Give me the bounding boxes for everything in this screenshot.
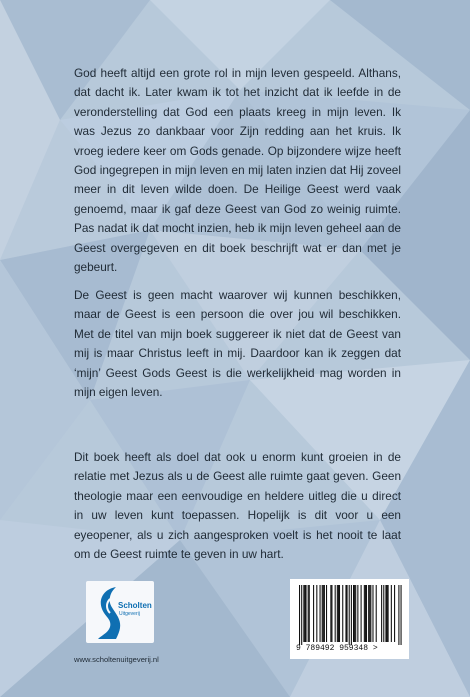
barcode-bar: [331, 585, 332, 642]
publisher-name: Scholten: [118, 601, 152, 610]
barcode-bar: [353, 585, 354, 642]
publisher-tagline: Uitgeverij: [119, 611, 140, 617]
barcode-bar: [339, 585, 340, 642]
barcode-bar: [369, 585, 370, 642]
barcode-bar: [323, 585, 324, 642]
barcode-bar: [299, 585, 300, 645]
barcode-bar: [368, 585, 369, 642]
barcode-bar: [365, 585, 366, 642]
barcode-bar: [322, 585, 323, 642]
barcode-bar: [355, 585, 356, 642]
barcode-bar: [316, 585, 317, 642]
publisher-logo: [86, 581, 154, 643]
isbn-barcode: [290, 579, 409, 659]
barcode-bar: [342, 585, 343, 642]
barcode-bar: [320, 585, 321, 642]
barcode-bar: [309, 585, 310, 642]
barcode-bar: [376, 585, 377, 642]
barcode-bar: [337, 585, 338, 642]
barcode-bar: [357, 585, 358, 642]
blurb-paragraph-1: God heeft altijd een grote rol in mijn leven gespeeld. Althans, dat dacht ik. Later kwam ik tot het inzicht dat ik leefde in de veronderstelling dat God een plaats kreeg in mijn leven. Ik was Jezus zo dankbaar voor Zijn redding aan het kruis. Ik vroeg iedere keer om Gods genade. Op bijzondere wijze heeft God ingegrepen in mijn leven en mij laten inzien dat Hij zoveel meer in dit leven wilde doen. De Heilige Geest werd vaak genoemd, maar ik gaf deze Geest van God zo weinig ruimte. Pas nadat ik dat mocht inzien, heb ik mijn leven geheel aan de Geest overgegeven en dit boek beschrijft wat er dan met je gebeurt.: [74, 66, 401, 275]
barcode-bar: [301, 585, 302, 645]
barcode-bar: [349, 585, 350, 645]
barcode-bar: [338, 585, 339, 642]
isbn-number: 9 789492 959348 >: [296, 644, 378, 653]
barcode-bar: [335, 585, 336, 642]
publisher-website: www.scholtenuitgeverij.nl: [74, 655, 159, 664]
blurb-paragraph-3: Dit boek heeft als doel dat ook u enorm kunt groeien in de relatie met Jezus als u de Geest alle ruimte gaat geven. Geen theologie maar een eenvoudige en heldere uitleg die u direct in uw leven kunt toepassen. Hopelijk is dit voor u een eyeopener, als u zich aangesproken voelt is het nooit te laat om de Geest ruimte te geven in uw hart.: [74, 450, 401, 562]
barcode-bar: [305, 585, 306, 642]
barcode-bar: [345, 585, 346, 642]
barcode-bar: [391, 585, 392, 642]
barcode-bar: [364, 585, 365, 642]
barcode-bar: [401, 585, 402, 645]
barcode-bar: [308, 585, 309, 642]
barcode-bar: [366, 585, 367, 642]
barcode-bar: [347, 585, 348, 642]
barcode-bar: [386, 585, 387, 642]
barcode-bar: [304, 585, 305, 642]
barcode-bar: [330, 585, 331, 642]
barcode-icon: [290, 579, 409, 645]
barcode-bar: [381, 585, 382, 642]
barcode-bar: [394, 585, 395, 642]
barcode-bar: [351, 585, 352, 645]
barcode-bar: [303, 585, 304, 642]
barcode-bar: [370, 585, 371, 642]
barcode-bar: [385, 585, 386, 642]
barcode-bar: [313, 585, 314, 642]
barcode-bar: [354, 585, 355, 642]
barcode-bar: [388, 585, 389, 642]
barcode-bar: [324, 585, 325, 642]
barcode-bar: [383, 585, 384, 642]
barcode-bar: [372, 585, 373, 642]
barcode-bar: [398, 585, 399, 645]
barcode-bar: [326, 585, 327, 642]
barcode-bar: [361, 585, 362, 642]
blurb-paragraph-2: De Geest is geen macht waarover wij kunnen beschikken, maar de Geest is een persoon die over jou wil beschikken. Met de titel van mijn boek suggereer ik niet dat de Geest van mij is maar Christus leeft in mij. Daardoor kan ik zeggen dat ‘mijn’ Geest Gods Geest is die werkelijkheid mag worden in mijn eigen leven.: [74, 288, 401, 400]
